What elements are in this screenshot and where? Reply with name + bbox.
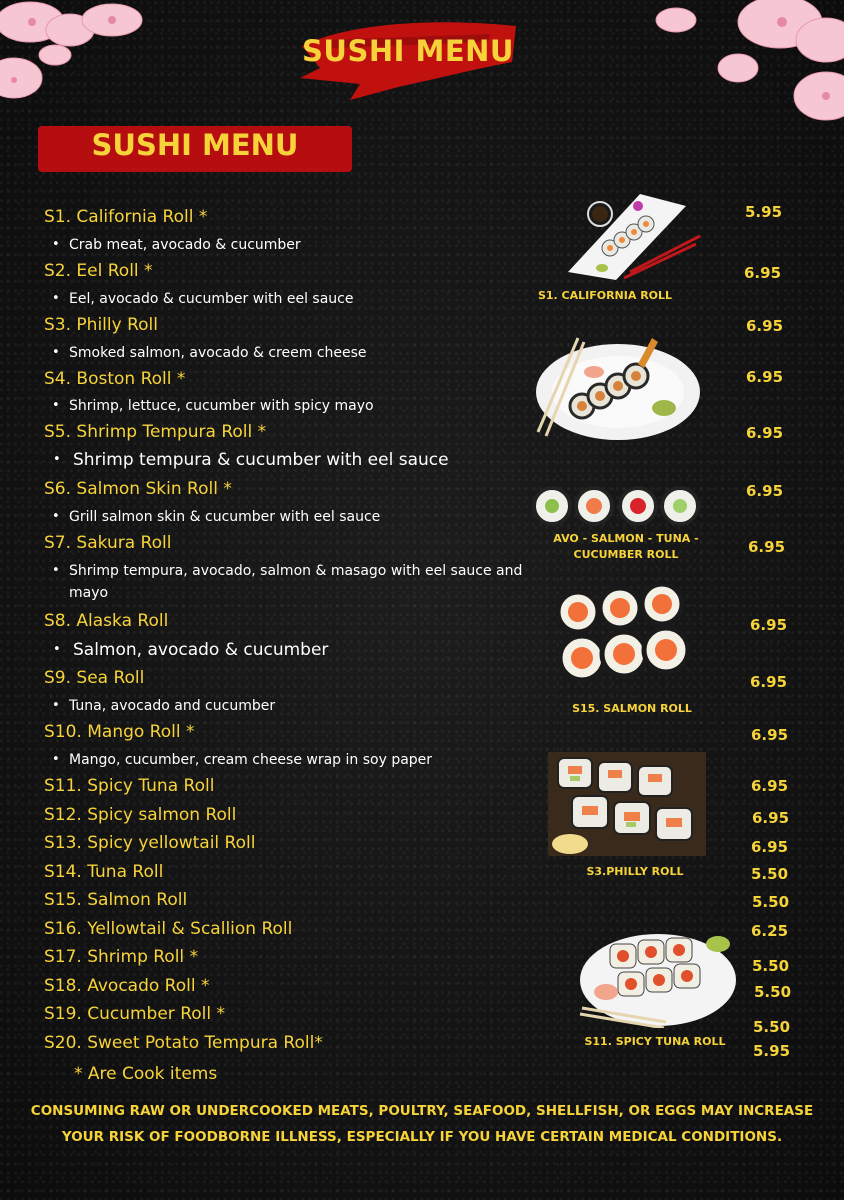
- photo-caption: AVO - SALMON - TUNA - CUCUMBER ROLL: [553, 532, 699, 561]
- menu-item-name: S13. Spicy yellowtail Roll: [44, 833, 256, 853]
- menu-item-price: 6.95: [750, 673, 788, 691]
- menu-item-price: 6.95: [748, 538, 786, 556]
- menu-item-name: S8. Alaska Roll: [44, 611, 169, 631]
- menu-item-price: 6.95: [746, 482, 784, 500]
- menu-item-name: S3. Philly Roll: [44, 315, 158, 335]
- shrimp-tempura-roll-photo: [534, 334, 702, 446]
- section-title: SUSHI MENU: [91, 128, 299, 162]
- spicy-tuna-roll-photo: [578, 930, 736, 1028]
- menu-item-name: S20. Sweet Potato Tempura Roll*: [44, 1033, 323, 1053]
- assorted-rolls-photo: [530, 486, 702, 528]
- menu-item-name: S15. Salmon Roll: [44, 890, 188, 910]
- menu-item-name: S1. California Roll *: [44, 207, 208, 227]
- menu-item-description: • Crab meat, avocado & cucumber: [69, 234, 301, 256]
- photo-caption: S3.PHILLY ROLL: [586, 865, 684, 878]
- menu-item-price: 5.50: [752, 893, 790, 911]
- menu-item-name: S12. Spicy salmon Roll: [44, 805, 237, 825]
- menu-item-price: 5.95: [753, 1042, 791, 1060]
- menu-item-description: • Eel, avocado & cucumber with eel sauce: [69, 288, 353, 310]
- menu-item-name: S5. Shrimp Tempura Roll *: [44, 422, 267, 442]
- menu-item-price: 6.25: [751, 922, 789, 940]
- menu-item-description: • Tuna, avocado and cucumber: [69, 695, 275, 717]
- menu-item-description: • Shrimp tempura & cucumber with eel sauce: [73, 449, 449, 471]
- page-title: SUSHI MENU: [302, 34, 514, 68]
- menu-item-price: 6.95: [746, 317, 784, 335]
- menu-item-description: • Shrimp, lettuce, cucumber with spicy mayo: [69, 395, 374, 417]
- photo-caption: S15. SALMON ROLL: [572, 702, 692, 715]
- menu-item-price: 5.50: [754, 983, 792, 1001]
- menu-item-name: S19. Cucumber Roll *: [44, 1004, 225, 1024]
- menu-item-name: S10. Mango Roll *: [44, 722, 195, 742]
- menu-item-name: S18. Avocado Roll *: [44, 976, 210, 996]
- menu-item-name: S14. Tuna Roll: [44, 862, 164, 882]
- menu-item-name: S7. Sakura Roll: [44, 533, 172, 553]
- menu-item-description: • Smoked salmon, avocado & creem cheese: [69, 342, 367, 364]
- photo-caption: S11. SPICY TUNA ROLL: [584, 1035, 726, 1048]
- menu-item-description: • Grill salmon skin & cucumber with eel sauce: [69, 506, 380, 528]
- menu-item-price: 5.50: [751, 865, 789, 883]
- food-safety-warning: CONSUMING RAW OR UNDERCOOKED MEATS, POULTRY, SEAFOOD, SHELLFISH, OR EGGS MAY INCREASE YOUR RISK OF FOODBORNE ILLNESS, ESPECIALLY IF YOU HAVE CERTAIN MEDICAL CONDITIONS.: [30, 1103, 814, 1145]
- menu-item-description: • Shrimp tempura, avocado, salmon & masago with eel sauce and mayo: [69, 560, 539, 604]
- menu-item-name: S17. Shrimp Roll *: [44, 947, 199, 967]
- menu-item-price: 6.95: [746, 368, 784, 386]
- menu-item-name: S16. Yellowtail & Scallion Roll: [44, 919, 293, 939]
- cooked-items-note: * Are Cook items: [74, 1064, 218, 1084]
- menu-item-name: S11. Spicy Tuna Roll: [44, 776, 215, 796]
- menu-item-description: • Salmon, avocado & cucumber: [73, 639, 328, 661]
- menu-item-price: 6.95: [751, 777, 789, 795]
- menu-item-price: 6.95: [751, 726, 789, 744]
- menu-item-price: 6.95: [750, 616, 788, 634]
- menu-item-description: • Mango, cucumber, cream cheese wrap in soy paper: [69, 749, 432, 771]
- menu-item-name: S9. Sea Roll: [44, 668, 145, 688]
- menu-item-price: 6.95: [744, 264, 782, 282]
- menu-item-price: 6.95: [752, 809, 790, 827]
- menu-item-price: 6.95: [751, 838, 789, 856]
- menu-item-name: S6. Salmon Skin Roll *: [44, 479, 232, 499]
- menu-item-price: 6.95: [746, 424, 784, 442]
- menu-item-price: 5.50: [752, 957, 790, 975]
- philly-roll-photo: [548, 752, 706, 856]
- cherry-blossom-top-left: [0, 0, 150, 115]
- salmon-roll-photo: [552, 584, 692, 692]
- menu-item-name: S2. Eel Roll *: [44, 261, 153, 281]
- menu-item-price: 5.95: [745, 203, 783, 221]
- menu-item-name: S4. Boston Roll *: [44, 369, 186, 389]
- cherry-blossom-top-right: [650, 0, 844, 130]
- california-roll-photo: [560, 192, 702, 284]
- menu-item-price: 5.50: [753, 1018, 791, 1036]
- photo-caption: S1. CALIFORNIA ROLL: [537, 289, 673, 302]
